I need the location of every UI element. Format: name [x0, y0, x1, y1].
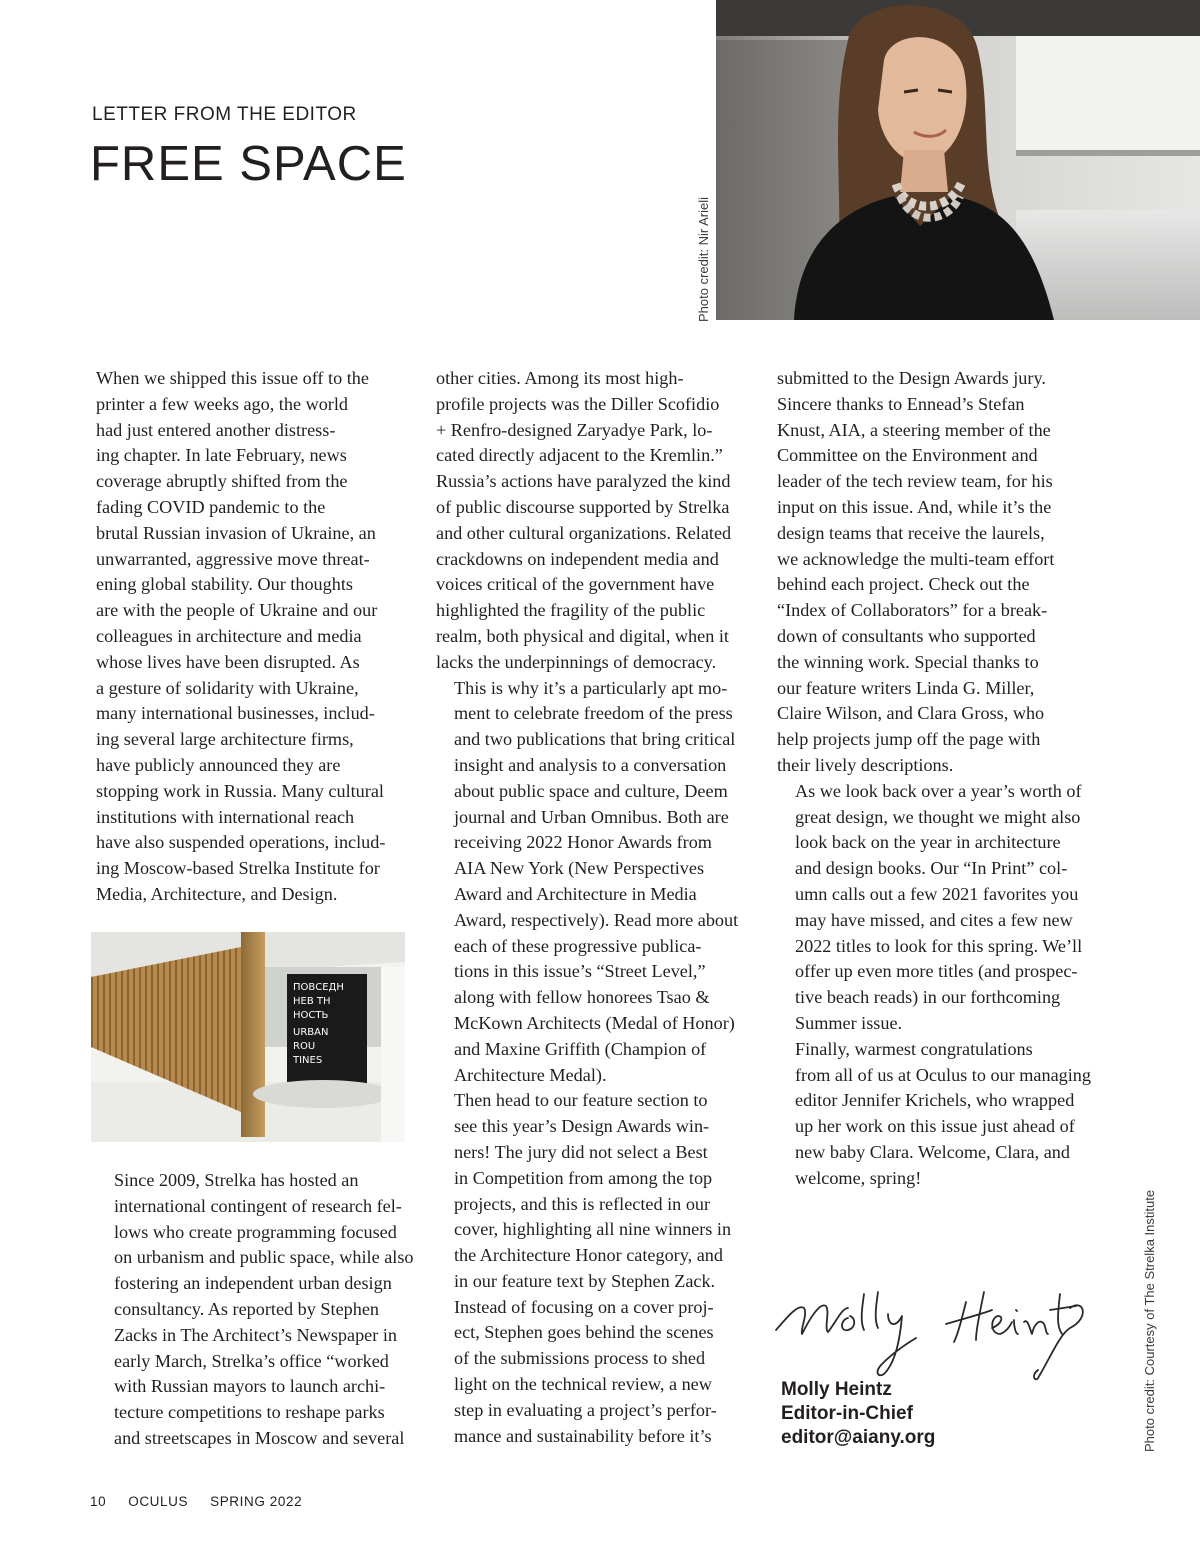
text-line: and other cultural organizations. Related — [436, 522, 732, 543]
editor-role: Editor-in-Chief — [781, 1403, 913, 1424]
text-line: printer a few weeks ago, the world — [96, 393, 349, 414]
strelka-photo-credit: Photo credit: Courtesy of The Strelka Institute — [1142, 1189, 1157, 1452]
text-line: editor Jennifer Krichels, who wrapped — [795, 1090, 1075, 1111]
article-column-2 — [436, 366, 756, 1449]
text-line: from all of us at Oculus to our managing — [795, 1064, 1091, 1085]
text-line: lows who create programming focused — [114, 1221, 397, 1242]
text-line: Summer issue. — [795, 1012, 903, 1033]
text-line: journal and Urban Omnibus. Both are — [454, 806, 729, 827]
text-line: consultancy. As reported by Stephen — [114, 1298, 380, 1319]
sign-line-4: URBAN — [293, 1027, 329, 1038]
text-line: tive beach reads) in our forthcoming — [795, 987, 1061, 1008]
text-line: look back on the year in architecture — [795, 832, 1061, 853]
text-line: and Maxine Griffith (Champion of — [454, 1038, 707, 1059]
text-line: ing Moscow-based Strelka Institute for — [96, 858, 380, 879]
text-line: and two publications that bring critical — [454, 729, 736, 750]
text-line: have publicly announced they are — [96, 754, 341, 775]
text-line: Finally, warmest congratulations — [795, 1038, 1033, 1059]
sign-line-2: НЕВ ТН — [293, 996, 331, 1007]
text-line: ners! The jury did not select a Best — [454, 1141, 708, 1162]
paragraph-1 — [96, 366, 416, 908]
text-line: leader of the tech review team, for his — [777, 471, 1053, 492]
text-line: welcome, spring! — [795, 1167, 922, 1188]
text-line: Russia’s actions have paralyzed the kind — [436, 471, 731, 492]
article-column-1 — [96, 366, 416, 908]
editor-portrait-illustration — [716, 0, 1200, 320]
editor-contact-block — [781, 1378, 935, 1450]
paragraph-6 — [777, 366, 1097, 779]
text-line: with Russian mayors to launch archi- — [114, 1376, 386, 1397]
text-line: see this year’s Design Awards win- — [454, 1116, 710, 1137]
text-line: As we look back over a year’s worth of — [795, 780, 1082, 801]
text-line: highlighted the fragility of the public — [436, 600, 706, 621]
text-line: tecture competitions to reshape parks — [114, 1402, 385, 1423]
article-column-1-continued — [96, 1168, 416, 1452]
paragraph-8 — [777, 1037, 1097, 1192]
text-line: and streetscapes in Moscow and several — [114, 1427, 405, 1448]
paragraph-4 — [436, 676, 756, 1089]
text-line: our feature writers Linda G. Miller, — [777, 677, 1035, 698]
sign-line-6: TINES — [293, 1055, 323, 1066]
text-line: crackdowns on independent media and — [436, 548, 719, 569]
editor-portrait-photo — [716, 0, 1200, 320]
text-line: light on the technical review, a new — [454, 1374, 712, 1395]
page-number: 10 — [90, 1494, 107, 1509]
text-line: mance and sustainability before it’s — [454, 1425, 712, 1446]
text-line: we acknowledge the multi-team effort — [777, 548, 1055, 569]
text-line: many international businesses, includ- — [96, 703, 375, 724]
text-line: offer up even more titles (and prospec- — [795, 961, 1078, 982]
text-line: colleagues in architecture and media — [96, 625, 362, 646]
text-line: step in evaluating a project’s perfor- — [454, 1399, 717, 1420]
article-column-3 — [777, 366, 1097, 1192]
section-kicker: LETTER FROM THE EDITOR — [92, 104, 357, 125]
strelka-pavilion-photo — [91, 932, 405, 1142]
text-line: the Architecture Honor category, and — [454, 1245, 723, 1266]
text-line: their lively descriptions. — [777, 754, 954, 775]
text-line: may have missed, and cites a few new — [795, 909, 1073, 930]
text-line: voices critical of the government have — [436, 574, 715, 595]
text-line: the winning work. Special thanks to — [777, 651, 1039, 672]
text-line: each of these progressive publica- — [454, 935, 702, 956]
text-line: great design, we thought we might also — [795, 806, 1081, 827]
editor-photo-credit: Photo credit: Nir Arieli — [696, 197, 711, 322]
text-line: have also suspended operations, includ- — [96, 832, 386, 853]
text-line: ment to celebrate freedom of the press — [454, 703, 733, 724]
text-line: submitted to the Design Awards jury. — [777, 368, 1046, 388]
text-line: up her work on this issue just ahead of — [795, 1116, 1075, 1137]
paragraph-7 — [777, 779, 1097, 1037]
text-line: behind each project. Check out the — [777, 574, 1030, 595]
text-line: and design books. Our “In Print” col- — [795, 858, 1068, 879]
paragraph-3 — [436, 366, 756, 676]
text-line: “Index of Collaborators” for a break- — [777, 600, 1048, 621]
text-line: design teams that receive the laurels, — [777, 522, 1045, 543]
text-line: on urbanism and public space, while also — [114, 1247, 414, 1268]
text-line: Claire Wilson, and Clara Gross, who — [777, 703, 1045, 724]
text-line: institutions with international reach — [96, 806, 355, 827]
text-line: Since 2009, Strelka has hosted an — [114, 1170, 359, 1190]
text-line: early March, Strelka’s office “worked — [114, 1350, 389, 1371]
signature-handwriting-text: Molly Heintz — [770, 1278, 776, 1279]
text-line: other cities. Among its most high- — [436, 368, 684, 388]
text-line: coverage abruptly shifted from the — [96, 471, 348, 492]
text-line: international contingent of research fel- — [114, 1195, 402, 1216]
publication-name: OCULUS — [128, 1494, 189, 1509]
text-line: Knust, AIA, a steering member of the — [777, 419, 1051, 440]
text-line: ing chapter. In late February, news — [96, 445, 347, 466]
page-title: FREE SPACE — [90, 137, 407, 191]
text-line: insight and analysis to a conversation — [454, 754, 727, 775]
text-line: profile projects was the Diller Scofidio — [436, 393, 720, 414]
text-line: down of consultants who supported — [777, 625, 1036, 646]
text-line: When we shipped this issue off to the — [96, 368, 369, 388]
text-line: brutal Russian invasion of Ukraine, an — [96, 522, 376, 543]
text-line: Then head to our feature section to — [454, 1090, 708, 1111]
editor-email-link[interactable]: editor@aiany.org — [781, 1427, 936, 1448]
text-line: new baby Clara. Welcome, Clara, and — [795, 1141, 1070, 1162]
page-footer — [90, 1494, 324, 1509]
text-line: tions in this issue’s “Street Level,” — [454, 961, 706, 982]
text-line: ing several large architecture firms, — [96, 729, 354, 750]
text-line: cover, highlighting all nine winners in — [454, 1219, 732, 1240]
text-line: Architecture Medal). — [454, 1064, 607, 1085]
text-line: whose lives have been disrupted. As — [96, 651, 360, 672]
signature-illustration — [770, 1278, 1100, 1388]
text-line: had just entered another distress- — [96, 419, 336, 440]
text-line: unwarranted, aggressive move threat- — [96, 548, 370, 569]
text-line: realm, both physical and digital, when it — [436, 625, 729, 646]
text-line: + Renfro-designed Zaryadye Park, lo- — [436, 419, 713, 440]
text-line: Instead of focusing on a cover proj- — [454, 1296, 714, 1317]
text-line: are with the people of Ukraine and our — [96, 600, 378, 621]
text-line: ect, Stephen goes behind the scenes — [454, 1322, 714, 1343]
sign-line-5: ROU — [293, 1041, 316, 1052]
text-line: Sincere thanks to Ennead’s Stefan — [777, 393, 1025, 414]
text-line: AIA New York (New Perspectives — [454, 858, 705, 879]
text-line: fostering an independent urban design — [114, 1273, 392, 1294]
text-line: 2022 titles to look for this spring. We’ll — [795, 935, 1083, 956]
text-line: of public discourse supported by Strelka — [436, 496, 730, 517]
issue-date: SPRING 2022 — [210, 1494, 303, 1509]
text-line: ening global stability. Our thoughts — [96, 574, 353, 595]
paragraph-2 — [96, 1168, 416, 1452]
text-line: input on this issue. And, while it’s the — [777, 496, 1052, 517]
text-line: Zacks in The Architect’s Newspaper in — [114, 1324, 397, 1345]
text-line: receiving 2022 Honor Awards from — [454, 832, 712, 853]
text-line: Media, Architecture, and Design. — [96, 883, 338, 904]
editor-signature — [770, 1278, 1100, 1388]
text-line: lacks the underpinnings of democracy. — [436, 651, 717, 672]
text-line: along with fellow honorees Tsao & — [454, 987, 710, 1008]
text-line: This is why it’s a particularly apt mo- — [454, 677, 728, 698]
text-line: fading COVID pandemic to the — [96, 496, 326, 517]
editor-name: Molly Heintz — [781, 1379, 892, 1400]
text-line: a gesture of solidarity with Ukraine, — [96, 677, 359, 698]
sign-line-3: НОСТЬ — [293, 1010, 329, 1021]
paragraph-5 — [436, 1088, 756, 1449]
text-line: of the submissions process to shed — [454, 1348, 706, 1369]
sign-line-1: ПОВСЕДН — [293, 982, 344, 993]
text-line: McKown Architects (Medal of Honor) — [454, 1012, 735, 1033]
text-line: Award and Architecture in Media — [454, 883, 697, 904]
text-line: about public space and culture, Deem — [454, 780, 728, 801]
text-line: Committee on the Environment and — [777, 445, 1038, 466]
strelka-pavilion-illustration — [91, 932, 405, 1142]
text-line: in our feature text by Stephen Zack. — [454, 1270, 716, 1291]
text-line: projects, and this is reflected in our — [454, 1193, 711, 1214]
text-line: help projects jump off the page with — [777, 729, 1041, 750]
text-line: Award, respectively). Read more about — [454, 909, 739, 930]
text-line: in Competition from among the top — [454, 1167, 713, 1188]
text-line: stopping work in Russia. Many cultural — [96, 780, 384, 801]
text-line: umn calls out a few 2021 favorites you — [795, 883, 1079, 904]
text-line: cated directly adjacent to the Kremlin.” — [436, 445, 723, 466]
